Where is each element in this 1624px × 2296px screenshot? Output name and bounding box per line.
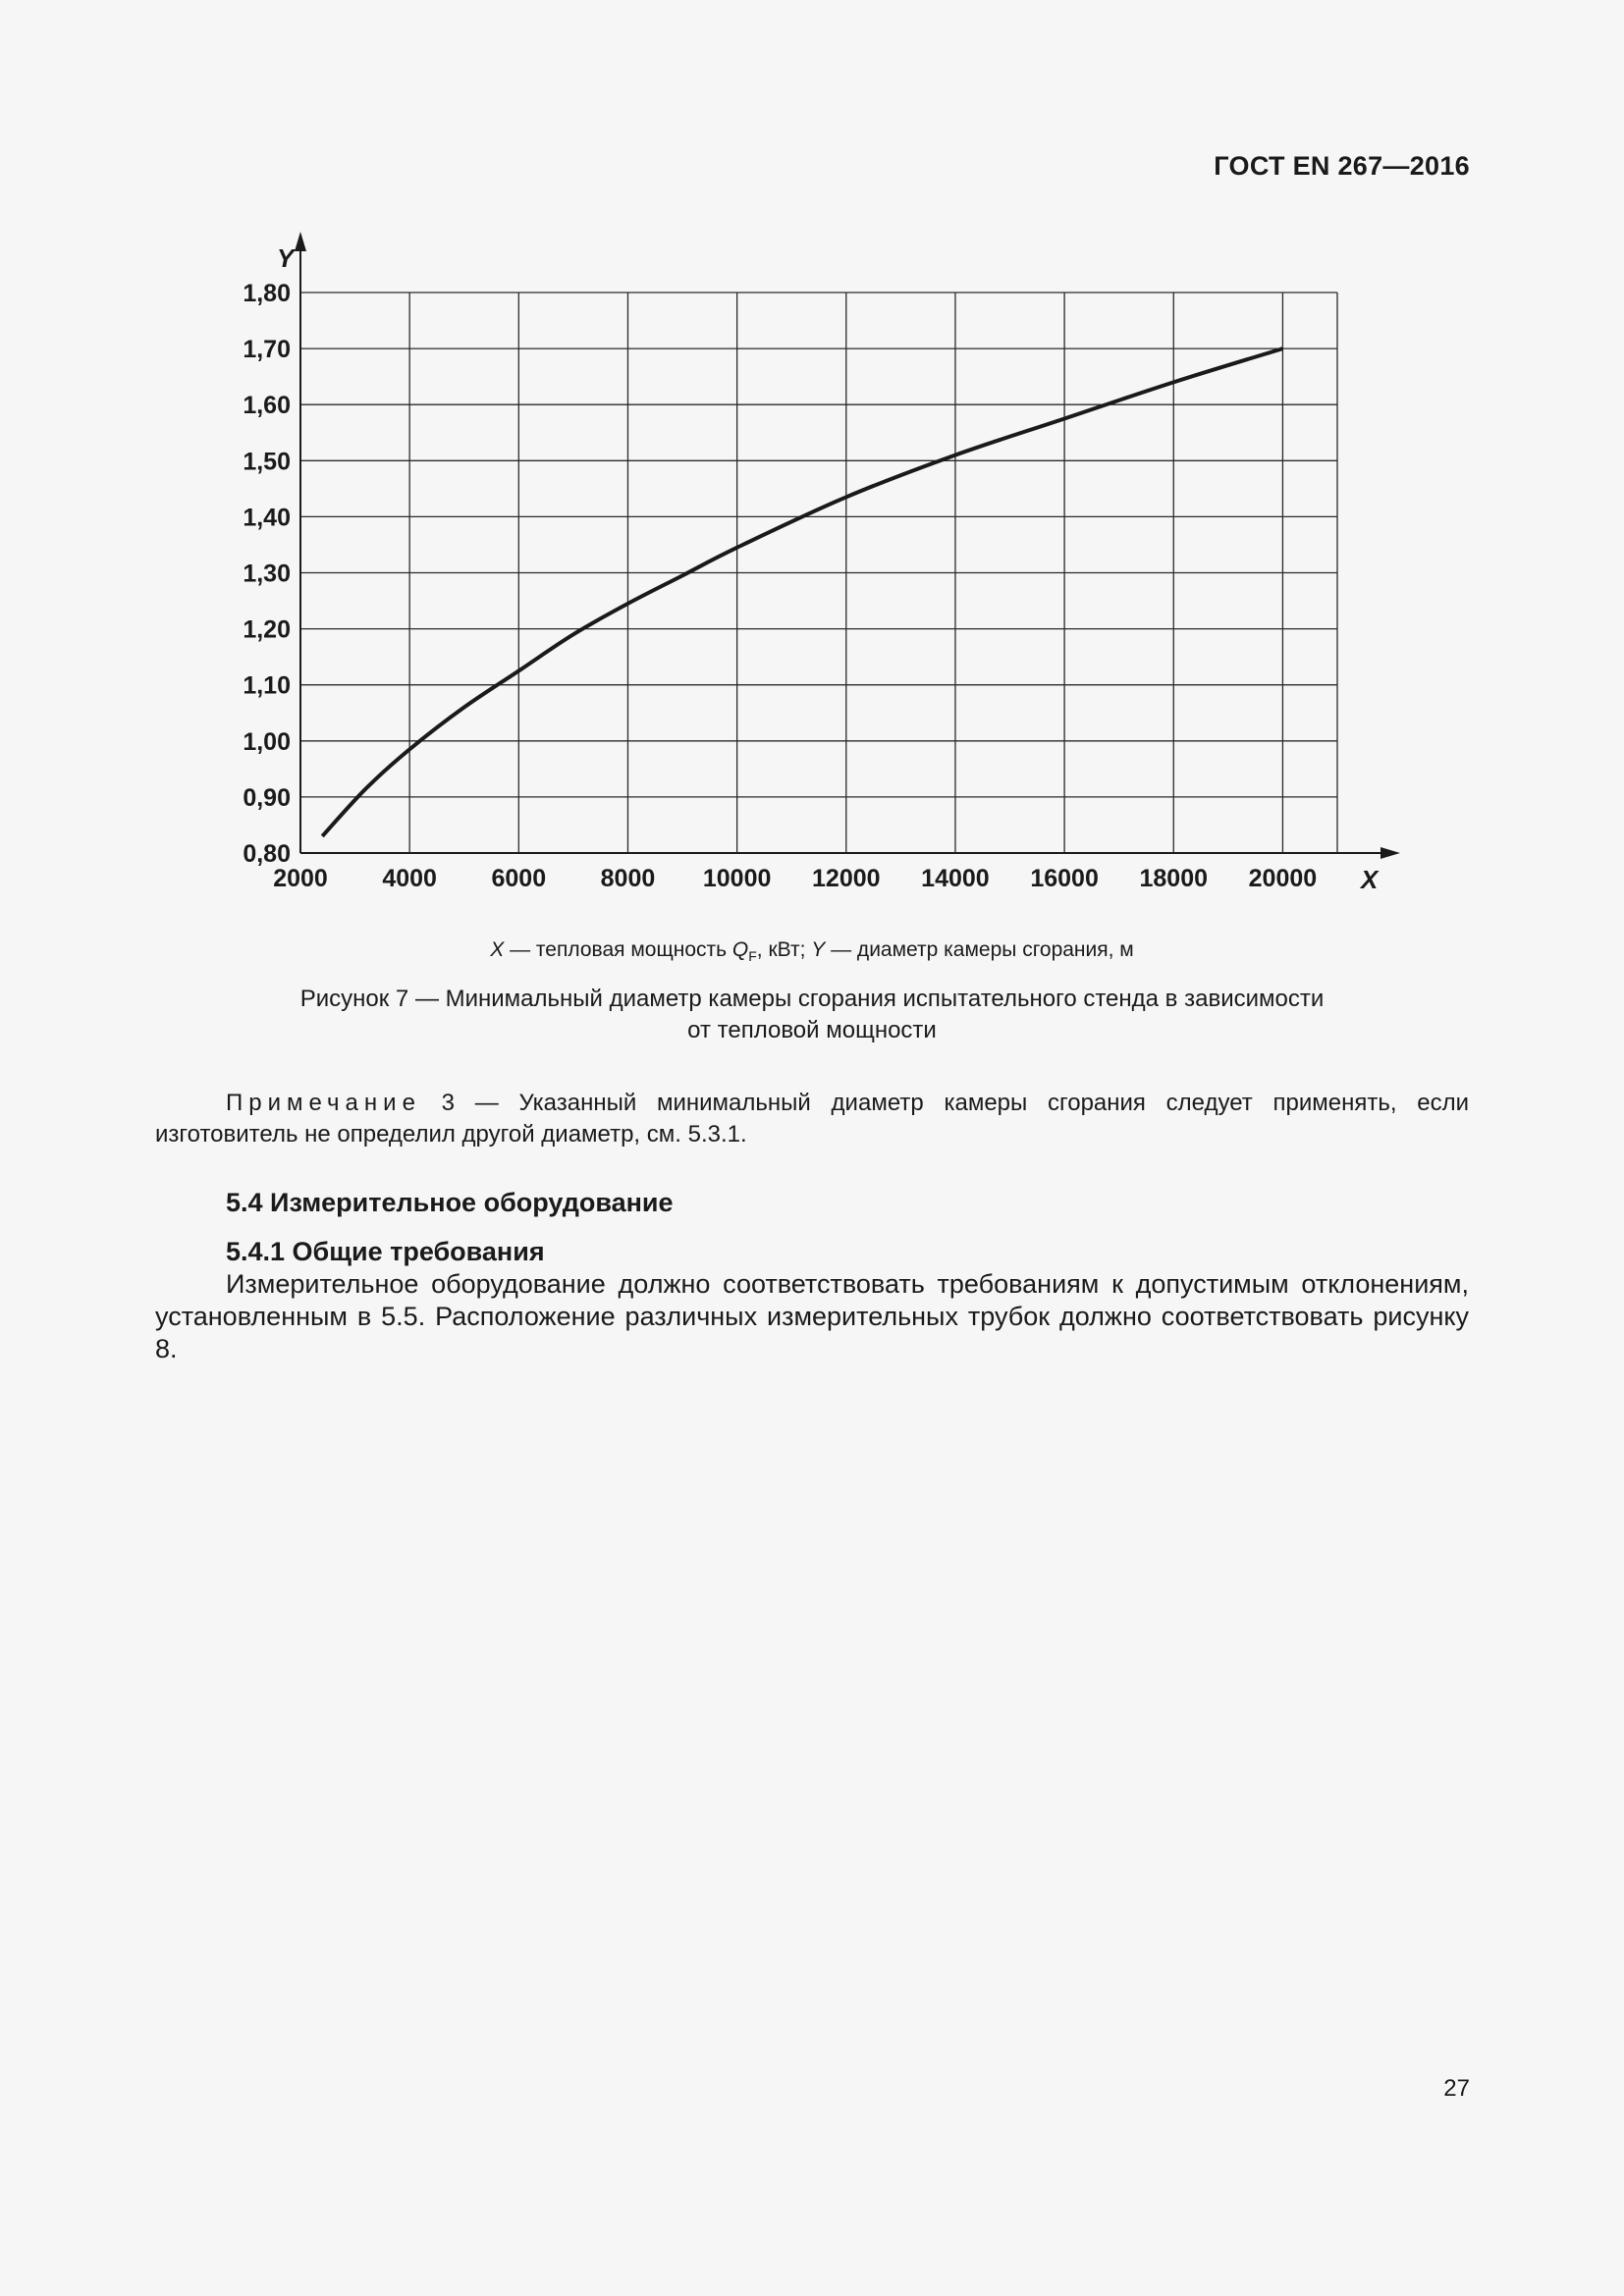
x-tick-labels bbox=[273, 865, 1317, 892]
axis-legend: X — тепловая мощность $Q_F$, кВт; Y — диаметр камеры сгорания, м bbox=[490, 938, 1134, 965]
document-header: ГОСТ EN 267—2016 bbox=[1214, 151, 1470, 181]
chart-axes bbox=[295, 232, 1400, 859]
page-number: 27 bbox=[1443, 2075, 1470, 2102]
body-paragraph: Измерительное оборудование должно соответствовать требованиям к допустимым отклонениям, установленным в 5.5. Расположение различных измерительных трубок должно соответствовать рисунку 8. bbox=[155, 1269, 1469, 1363]
x-tick-label: 14000 bbox=[921, 865, 990, 892]
y-tick-label: 1,50 bbox=[243, 448, 291, 476]
y-tick-label: 1,70 bbox=[243, 336, 291, 364]
x-axis-label: X bbox=[1361, 865, 1379, 894]
x-tick-label: 20000 bbox=[1248, 865, 1318, 892]
y-tick-label: 1,60 bbox=[243, 392, 291, 420]
y-tick-label: 1,40 bbox=[243, 504, 291, 532]
y-tick-label: 0,80 bbox=[243, 840, 291, 868]
note-label: Примечание bbox=[226, 1090, 421, 1116]
caption-line-2: от тепловой мощности bbox=[687, 1017, 937, 1043]
x-tick-label: 12000 bbox=[812, 865, 881, 892]
figure-caption bbox=[196, 984, 1428, 1046]
y-tick-label: 1,80 bbox=[243, 280, 291, 307]
x-tick-label: 8000 bbox=[600, 865, 656, 892]
y-axis-arrow-icon bbox=[295, 232, 306, 251]
y-axis-label: Y bbox=[277, 243, 295, 273]
y-tick-label: 0,90 bbox=[243, 783, 291, 812]
y-tick-label: 1,30 bbox=[243, 560, 291, 588]
x-tick-label: 10000 bbox=[702, 865, 772, 892]
x-tick-label: 16000 bbox=[1030, 865, 1099, 892]
y-tick-label: 1,00 bbox=[243, 727, 291, 756]
data-series-line bbox=[322, 348, 1282, 836]
y-tick-label: 1,20 bbox=[243, 615, 291, 644]
x-tick-label: 6000 bbox=[491, 865, 547, 892]
section-heading: 5.4 Измерительное оборудование bbox=[226, 1188, 674, 1217]
y-tick-label: 1,10 bbox=[243, 671, 291, 700]
x-tick-label: 4000 bbox=[382, 865, 437, 892]
caption-line-1: Рисунок 7 — Минимальный диаметр камеры сгорания испытательного стенда в зависимости bbox=[299, 986, 1325, 1012]
note-paragraph bbox=[155, 1088, 1469, 1150]
note-text: 3 — Указанный минимальный диаметр камеры сгорания следует применять, если изготовитель не определил другой диаметр, см. 5.3.1. bbox=[155, 1090, 1469, 1148]
x-tick-label: 2000 bbox=[273, 865, 328, 892]
y-tick-labels bbox=[243, 280, 291, 868]
x-axis-arrow-icon bbox=[1380, 847, 1400, 859]
subsection-heading: 5.4.1 Общие требования bbox=[226, 1237, 545, 1266]
chart-grid bbox=[300, 293, 1337, 853]
x-tick-label: 18000 bbox=[1139, 865, 1209, 892]
figure-7-chart bbox=[0, 0, 1624, 923]
